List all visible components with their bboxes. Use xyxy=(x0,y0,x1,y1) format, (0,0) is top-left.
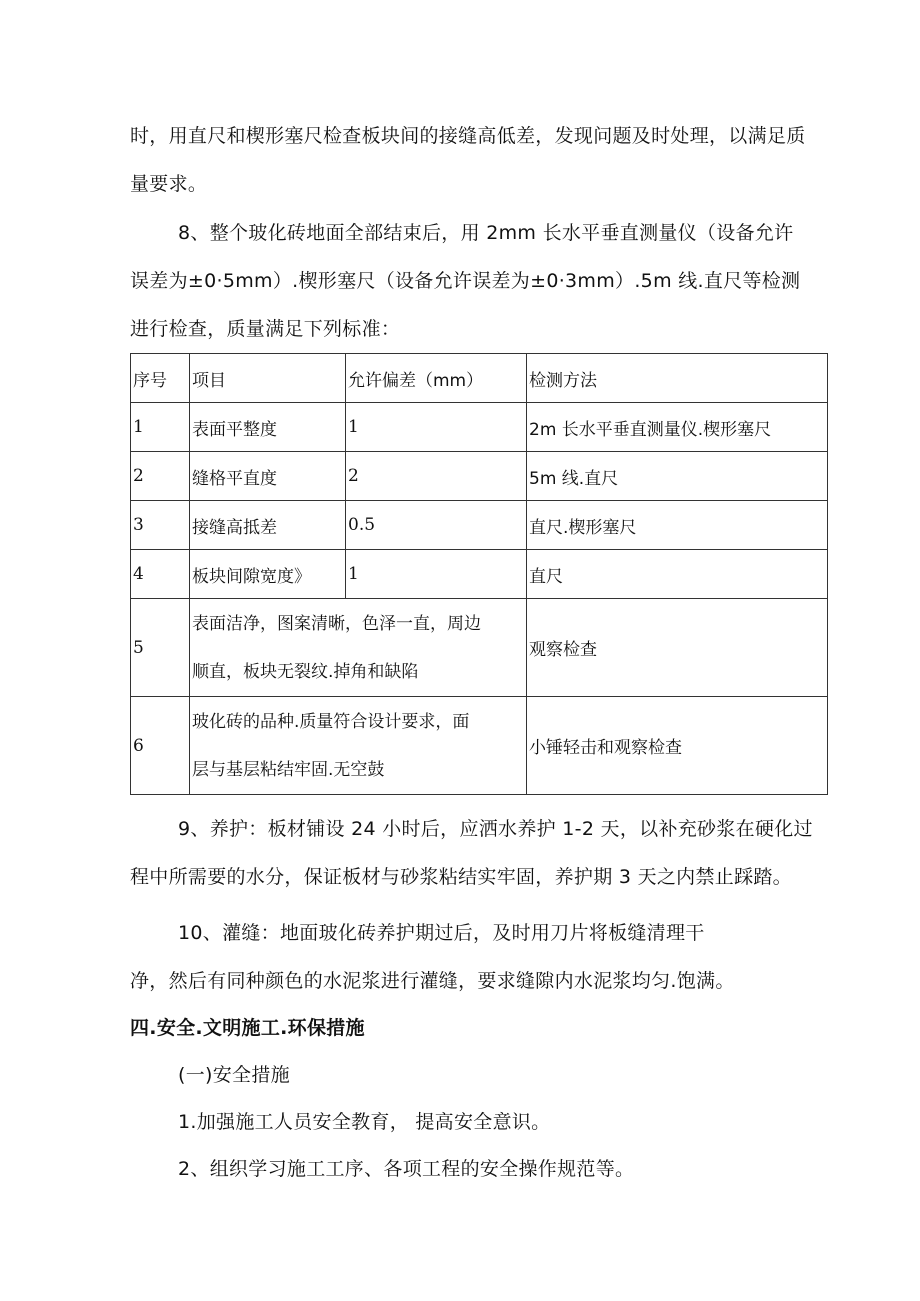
header-cell: 序号 xyxy=(131,354,190,403)
row-item-line: 玻化砖的品种.质量符合设计要求，面 xyxy=(192,711,470,732)
table-row xyxy=(131,452,828,501)
paragraph-9-line: 9、养护：板材铺设 24 小时后，应洒水养护 1-2 天，以补充砂浆在硬化过 xyxy=(178,818,813,840)
row-tolerance: 1 xyxy=(346,403,527,452)
row-item-line: 表面洁净，图案清晰，色泽一直，周边 xyxy=(192,613,481,634)
row-item-line: 顺直，板块无裂纹.掉角和缺陷 xyxy=(192,661,419,682)
row-item-line: 层与基层粘结牢固.无空鼓 xyxy=(192,759,385,780)
header-cell: 允许偏差（mm） xyxy=(346,354,527,403)
paragraph-10-line: 10、灌缝：地面玻化砖养护期过后，及时用刀片将板缝清理干 xyxy=(178,922,705,944)
table-row xyxy=(131,550,828,599)
paragraph-8-line: 误差为±0·5mm）.楔形塞尺（设备允许误差为±0·3mm）.5m 线.直尺等检测 xyxy=(130,270,801,292)
row-number: 2 xyxy=(131,452,190,501)
table-row xyxy=(131,403,828,452)
row-tolerance: 1 xyxy=(346,550,527,599)
quality-standard-table xyxy=(130,353,828,795)
row-tolerance: 0.5 xyxy=(346,501,527,550)
row-number: 6 xyxy=(131,697,190,795)
row-item: 接缝高抵差 xyxy=(190,501,346,550)
header-cell: 检测方法 xyxy=(527,354,828,403)
table-row xyxy=(131,599,828,697)
row-method: 观察检查 xyxy=(527,599,828,697)
row-method: 5m 线.直尺 xyxy=(527,452,828,501)
paragraph-9-line: 程中所需要的水分，保证板材与砂浆粘结实牢固，养护期 3 天之内禁止踩踏。 xyxy=(130,866,792,888)
row-tolerance: 2 xyxy=(346,452,527,501)
list-item: 1.加强施工人员安全教育， 提高安全意识。 xyxy=(178,1111,551,1133)
row-number: 4 xyxy=(131,550,190,599)
section-heading: 四.安全.文明施工.环保措施 xyxy=(130,1017,365,1039)
row-method: 直尺.楔形塞尺 xyxy=(527,501,828,550)
row-item-merged xyxy=(190,599,527,697)
row-method: 小锤轻击和观察检查 xyxy=(527,697,828,795)
row-item: 表面平整度 xyxy=(190,403,346,452)
paragraph-line: 时，用直尺和楔形塞尺检查板块间的接缝高低差，发现问题及时处理，以满足质 xyxy=(130,125,806,147)
subsection-heading: (一)安全措施 xyxy=(178,1064,290,1086)
row-method: 直尺 xyxy=(527,550,828,599)
list-item: 2、组织学习施工工序、各项工程的安全操作规范等。 xyxy=(178,1158,635,1180)
paragraph-8-line: 8、整个玻化砖地面全部结束后，用 2mm 长水平垂直测量仪（设备允许 xyxy=(178,222,794,244)
row-item: 缝格平直度 xyxy=(190,452,346,501)
header-cell: 项目 xyxy=(190,354,346,403)
paragraph-line: 量要求。 xyxy=(130,173,208,195)
row-method: 2m 长水平垂直测量仪.楔形塞尺 xyxy=(527,403,828,452)
table-header-row xyxy=(131,354,828,403)
row-item-merged xyxy=(190,697,527,795)
table-row xyxy=(131,697,828,795)
paragraph-10-line: 净，然后有同种颜色的水泥浆进行灌缝，要求缝隙内水泥浆均匀.饱满。 xyxy=(130,970,735,992)
table-row xyxy=(131,501,828,550)
row-number: 1 xyxy=(131,403,190,452)
row-item: 板块间隙宽度》 xyxy=(190,550,346,599)
paragraph-8-line: 进行检查，质量满足下列标准： xyxy=(130,318,401,340)
row-number: 5 xyxy=(131,599,190,697)
row-number: 3 xyxy=(131,501,190,550)
